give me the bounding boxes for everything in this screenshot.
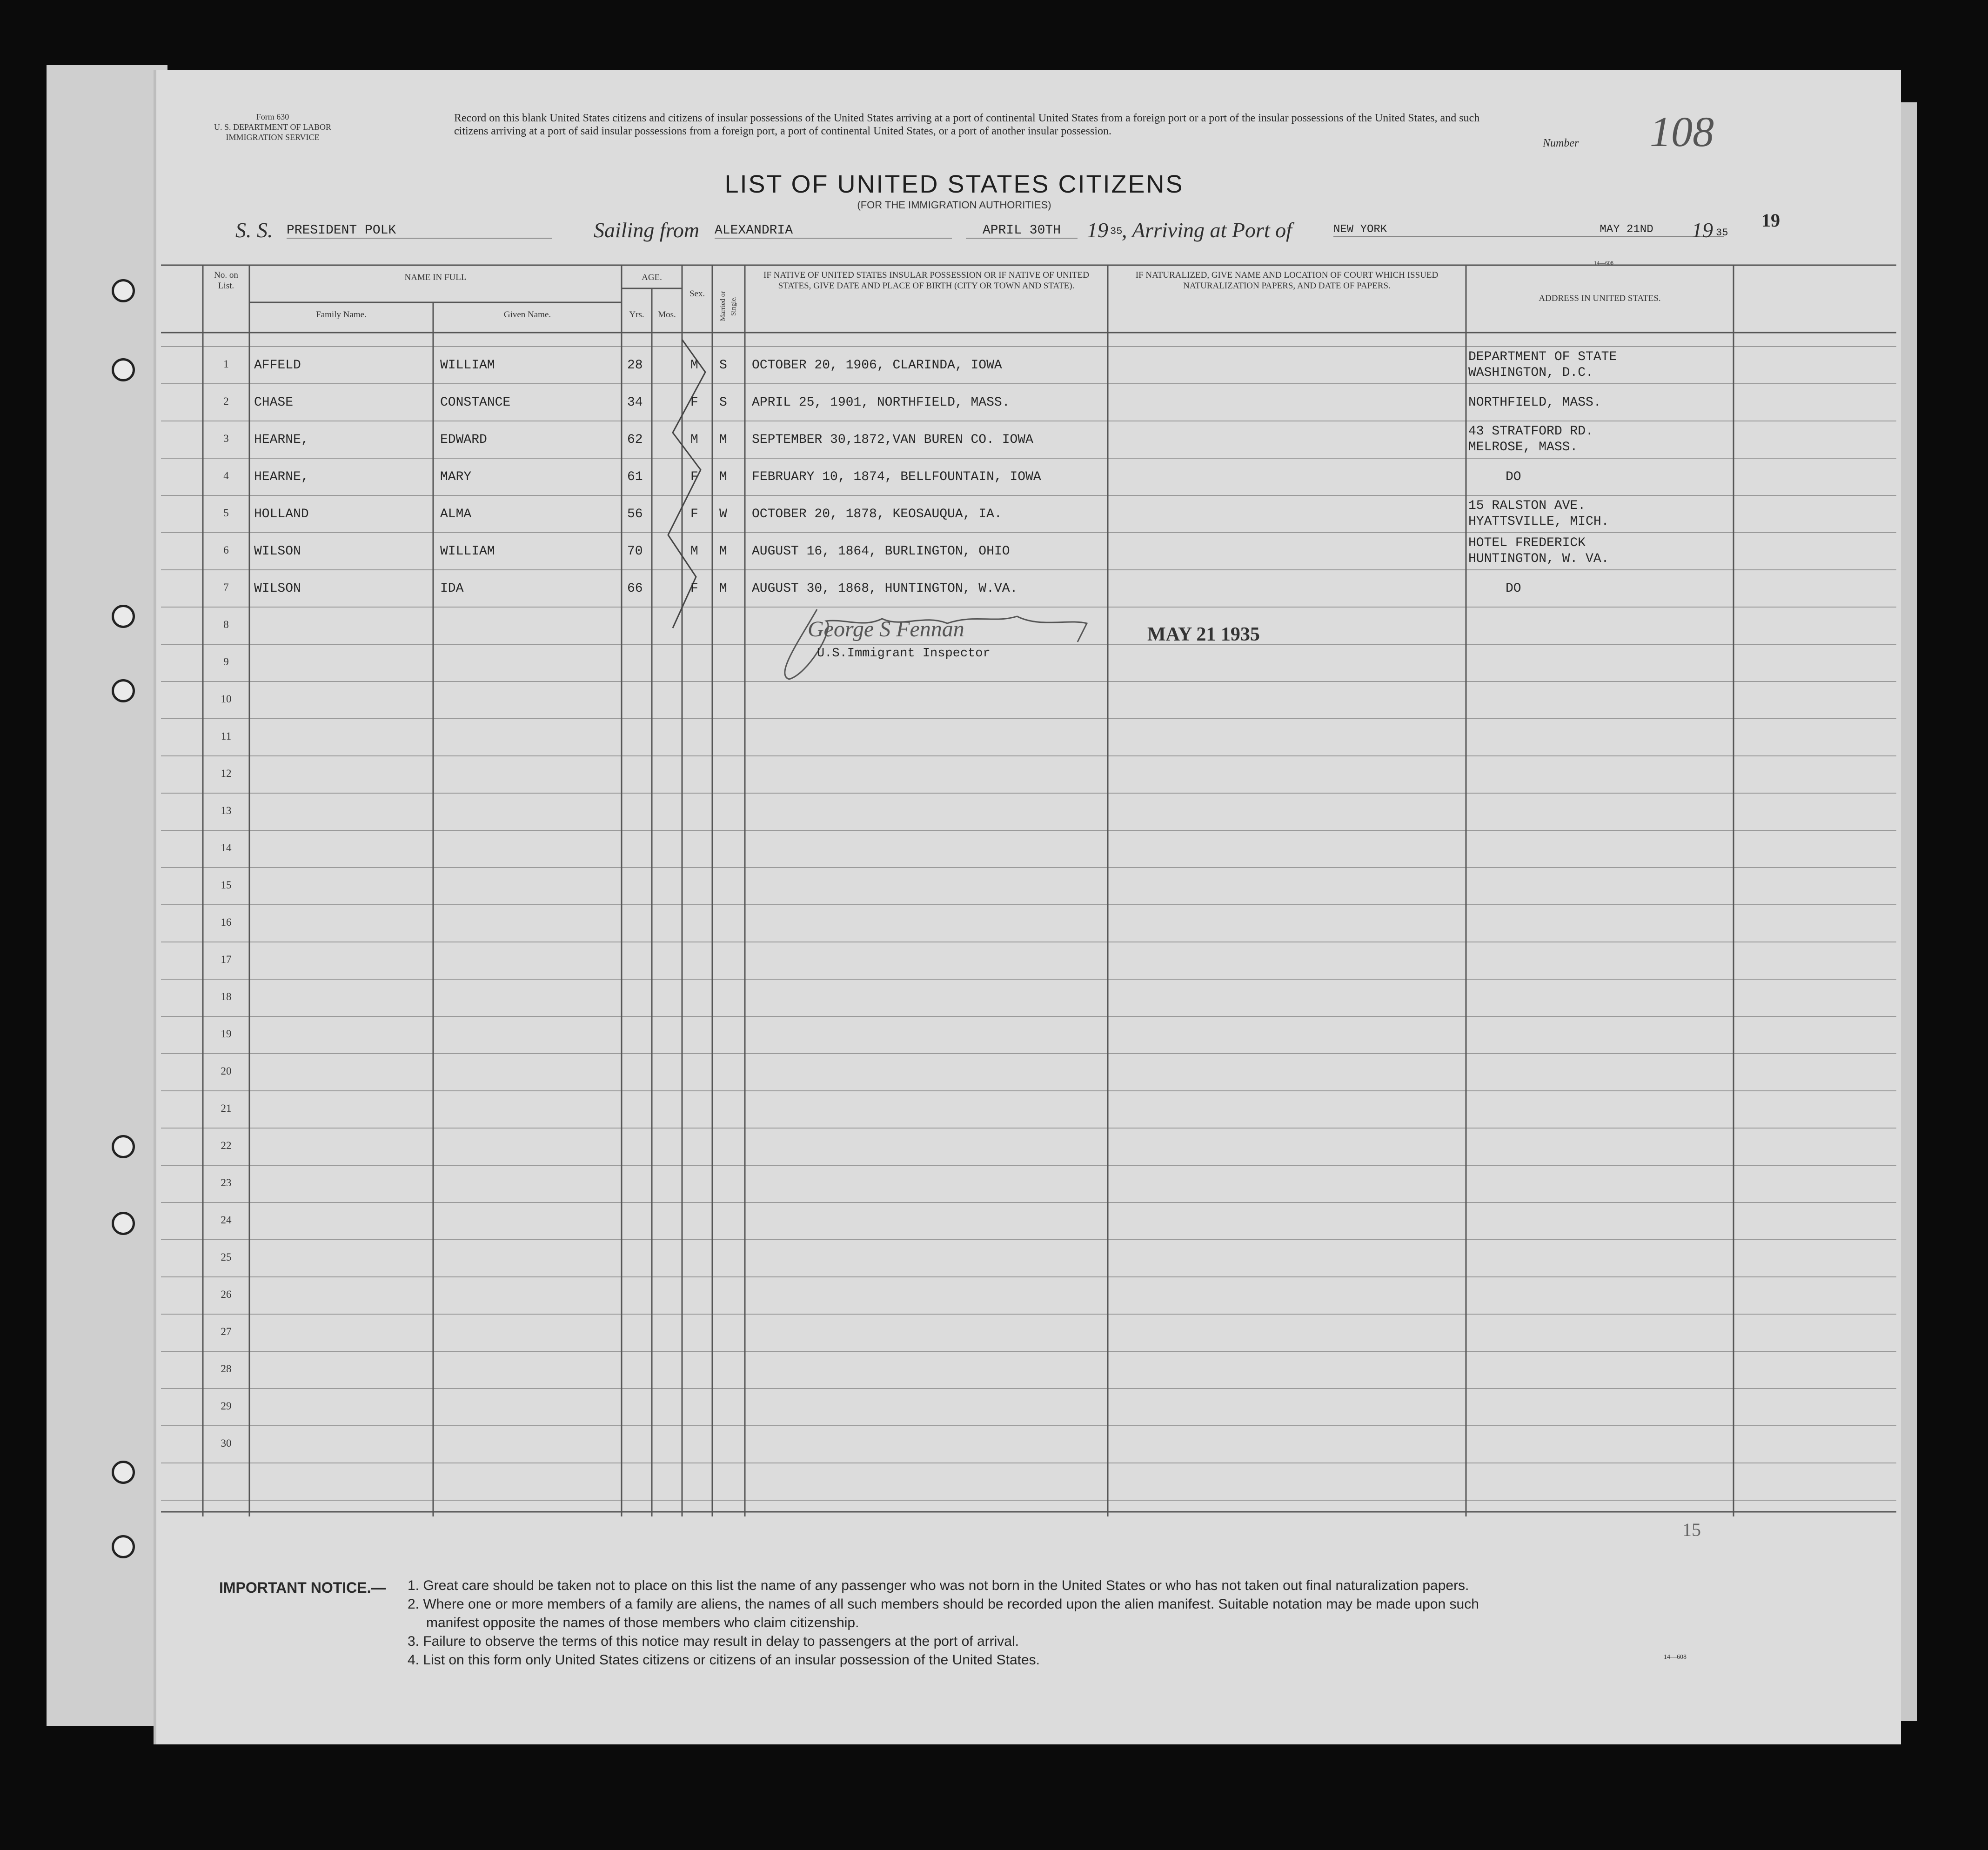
row-number: 5	[223, 507, 229, 519]
row-number: 19	[221, 1028, 232, 1040]
row-number: 12	[221, 768, 232, 779]
row-number: 21	[221, 1102, 232, 1114]
arriving-label: , Arriving at Port of	[1122, 218, 1292, 242]
given-name-cell: CONSTANCE	[440, 395, 511, 410]
family-name-cell: WILSON	[254, 581, 301, 596]
sex-cell: F	[690, 581, 698, 596]
row-number: 14	[221, 842, 232, 854]
address-line-1-cell: HOTEL FREDERICK	[1468, 536, 1586, 550]
row-number: 17	[221, 954, 232, 965]
row-number: 10	[221, 693, 232, 705]
header-age: AGE.	[642, 273, 662, 282]
address-line-1-cell: NORTHFIELD, MASS.	[1468, 395, 1601, 410]
notice-title: IMPORTANT NOTICE.—	[219, 1579, 386, 1596]
birth-cell: AUGUST 30, 1868, HUNTINGTON, W.VA.	[752, 581, 1018, 596]
row-number: 13	[221, 805, 232, 816]
printed-year: 19	[1761, 210, 1780, 231]
sex-cell: M	[690, 358, 698, 373]
row-number: 24	[221, 1214, 232, 1226]
header-given-name: Given Name.	[503, 310, 551, 320]
notice-item: 2. Where one or more members of a family are aliens, the names of all such members should be recorded upon the alien manifest. Suitable notation may be made upon such	[408, 1596, 1479, 1612]
address-line-2-cell: HUNTINGTON, W. VA.	[1468, 552, 1609, 566]
inspector-signature: George S Fennan	[808, 617, 964, 641]
age-years-cell: 70	[627, 544, 643, 559]
departure-port: ALEXANDRIA	[715, 223, 952, 239]
row-number: 25	[221, 1251, 232, 1263]
arrival-port: NEW YORK	[1333, 223, 1627, 237]
binder-hole	[112, 1461, 135, 1484]
printer-mark: 14—608	[1594, 260, 1613, 266]
birth-cell: AUGUST 16, 1864, BURLINGTON, OHIO	[752, 544, 1010, 559]
birth-cell: OCTOBER 20, 1878, KEOSAUQUA, IA.	[752, 507, 1002, 521]
address-line-2-cell: WASHINGTON, D.C.	[1468, 366, 1593, 380]
form-service: IMMIGRATION SERVICE	[226, 133, 320, 142]
address-line-1-cell: 15 RALSTON AVE.	[1468, 499, 1586, 513]
given-name-cell: MARY	[440, 470, 472, 484]
notice-item: 4. List on this form only United States citizens or citizens of an insular possession of the United States.	[408, 1652, 1040, 1668]
binder-hole	[112, 679, 135, 702]
manifest-page	[154, 70, 1901, 1744]
form-code: 14—608	[1664, 1654, 1687, 1661]
row-number: 28	[221, 1363, 232, 1375]
notice-item: 3. Failure to observe the terms of this notice may result in delay to passengers at the port of arrival.	[408, 1634, 1019, 1649]
year-prefix: 19	[1087, 218, 1108, 242]
header-birth: IF NATIVE OF UNITED STATES INSULAR POSSESSION OR IF NATIVE OF UNITED STATES, GIVE DATE AND PLACE OF BIRTH (CITY OR TOWN AND STATE).	[763, 270, 1089, 291]
binder-hole	[112, 1212, 135, 1235]
family-name-cell: WILSON	[254, 544, 301, 559]
binder-hole	[112, 358, 135, 381]
given-name-cell: EDWARD	[440, 433, 487, 447]
arrival-date: MAY 21ND	[1529, 223, 1724, 237]
row-number: 26	[221, 1289, 232, 1300]
address-line-2-cell: MELROSE, MASS.	[1468, 440, 1578, 454]
address-line-2-cell: HYATTSVILLE, MICH.	[1468, 514, 1609, 529]
birth-cell: FEBRUARY 10, 1874, BELLFOUNTAIN, IOWA	[752, 470, 1041, 484]
header-yrs: Yrs.	[629, 310, 644, 320]
given-name-cell: WILLIAM	[440, 544, 495, 559]
family-name-cell: HOLLAND	[254, 507, 309, 521]
page-title: LIST OF UNITED STATES CITIZENS	[724, 170, 1184, 198]
marital-status-cell: M	[719, 544, 727, 559]
marital-status-cell: W	[719, 507, 727, 521]
row-number: 27	[221, 1326, 232, 1337]
age-years-cell: 28	[627, 358, 643, 373]
row-number: 7	[223, 581, 229, 593]
row-number: 20	[221, 1065, 232, 1077]
sex-cell: F	[690, 470, 698, 484]
row-number: 22	[221, 1140, 232, 1151]
header-naturalized: IF NATURALIZED, GIVE NAME AND LOCATION OF COURT WHICH ISSUED NATURALIZATION PAPERS, AND DATE OF PAPERS.	[1135, 270, 1439, 291]
header-name-in-full: NAME IN FULL	[404, 273, 467, 282]
row-number: 11	[221, 730, 232, 742]
marital-status-cell: M	[719, 433, 727, 447]
list-number: 108	[1650, 108, 1714, 155]
binder-hole	[112, 1135, 135, 1158]
header-address: ADDRESS IN UNITED STATES.	[1539, 294, 1661, 303]
row-number: 23	[221, 1177, 232, 1189]
sex-cell: F	[690, 395, 698, 410]
row-number: 9	[223, 656, 229, 668]
form-department: U. S. DEPARTMENT OF LABOR	[214, 122, 331, 132]
ship-name: PRESIDENT POLK	[287, 223, 552, 239]
family-name-cell: AFFELD	[254, 358, 301, 373]
binder-hole	[112, 1535, 135, 1558]
age-years-cell: 62	[627, 433, 643, 447]
row-number: 8	[223, 619, 229, 630]
age-years-cell: 34	[627, 395, 643, 410]
row-number: 1	[223, 358, 229, 370]
header-married-single: Married or Single.	[719, 291, 737, 321]
row-number: 16	[221, 916, 232, 928]
header-mos: Mos.	[658, 310, 676, 320]
form-instructions: Record on this blank United States citizens and citizens of insular possessions of the United States arriving at a port of continental United States from a foreign port or a port of the insular possessions of the United States, and such citizens arriving at a port of said insular possessions from a foreign port, a port of continental United States, or a port of another insular possession.	[454, 112, 1480, 137]
page-number: 15	[1682, 1519, 1701, 1540]
row-number: 18	[221, 991, 232, 1002]
back-sheet-left	[47, 65, 167, 1726]
marital-status-cell: M	[719, 470, 727, 484]
sailing-label: Sailing from	[594, 218, 700, 242]
sailing-date: APRIL 30TH	[966, 223, 1078, 239]
address-line-1-cell: DEPARTMENT OF STATE	[1468, 350, 1617, 364]
age-years-cell: 56	[627, 507, 643, 521]
row-number: 29	[221, 1400, 232, 1412]
notice-item: manifest opposite the names of those members who claim citizenship.	[426, 1615, 859, 1630]
sex-cell: M	[690, 433, 698, 447]
number-label: Number	[1543, 137, 1579, 149]
address-line-1-cell: DO	[1506, 581, 1521, 596]
sex-cell: M	[690, 544, 698, 559]
given-name-cell: WILLIAM	[440, 358, 495, 373]
notice-item: 1. Great care should be taken not to place on this list the name of any passenger who was not born in the United States or who has not taken out final naturalization papers.	[408, 1578, 1469, 1593]
family-name-cell: HEARNE,	[254, 433, 309, 447]
family-name-cell: CHASE	[254, 395, 294, 410]
inspector-title: U.S.Immigrant Inspector	[817, 647, 991, 661]
arrival-year-prefix: 19	[1692, 218, 1713, 242]
marital-status-cell: M	[719, 581, 727, 596]
page-subtitle: (FOR THE IMMIGRATION AUTHORITIES)	[857, 199, 1051, 211]
given-name-cell: ALMA	[440, 507, 472, 521]
ss-label: S. S.	[235, 218, 273, 242]
birth-cell: SEPTEMBER 30,1872,VAN BUREN CO. IOWA	[752, 433, 1033, 447]
row-number: 30	[221, 1437, 232, 1449]
family-name-cell: HEARNE,	[254, 470, 309, 484]
age-years-cell: 66	[627, 581, 643, 596]
birth-cell: APRIL 25, 1901, NORTHFIELD, MASS.	[752, 395, 1010, 410]
binder-hole	[112, 279, 135, 302]
row-number: 6	[223, 544, 229, 556]
address-line-1-cell: 43 STRATFORD RD.	[1468, 424, 1593, 439]
address-line-1-cell: DO	[1506, 470, 1521, 484]
binder-hole	[112, 605, 135, 628]
header-sex: Sex.	[689, 289, 705, 299]
birth-cell: OCTOBER 20, 1906, CLARINDA, IOWA	[752, 358, 1002, 373]
row-number: 4	[223, 470, 229, 481]
form-number: Form 630	[256, 112, 289, 121]
row-number: 2	[223, 395, 229, 407]
row-number: 3	[223, 433, 229, 444]
date-stamp: MAY 21 1935	[1147, 624, 1260, 645]
header-family-name: Family Name.	[316, 310, 367, 320]
marital-status-cell: S	[719, 395, 727, 410]
row-number: 15	[221, 879, 232, 891]
marital-status-cell: S	[719, 358, 727, 373]
header-no-on-list: No. on List.	[214, 270, 238, 291]
age-years-cell: 61	[627, 470, 643, 484]
sailing-year: 35	[1110, 226, 1123, 237]
arrival-year: 35	[1716, 227, 1728, 239]
sex-cell: F	[690, 507, 698, 521]
given-name-cell: IDA	[440, 581, 464, 596]
